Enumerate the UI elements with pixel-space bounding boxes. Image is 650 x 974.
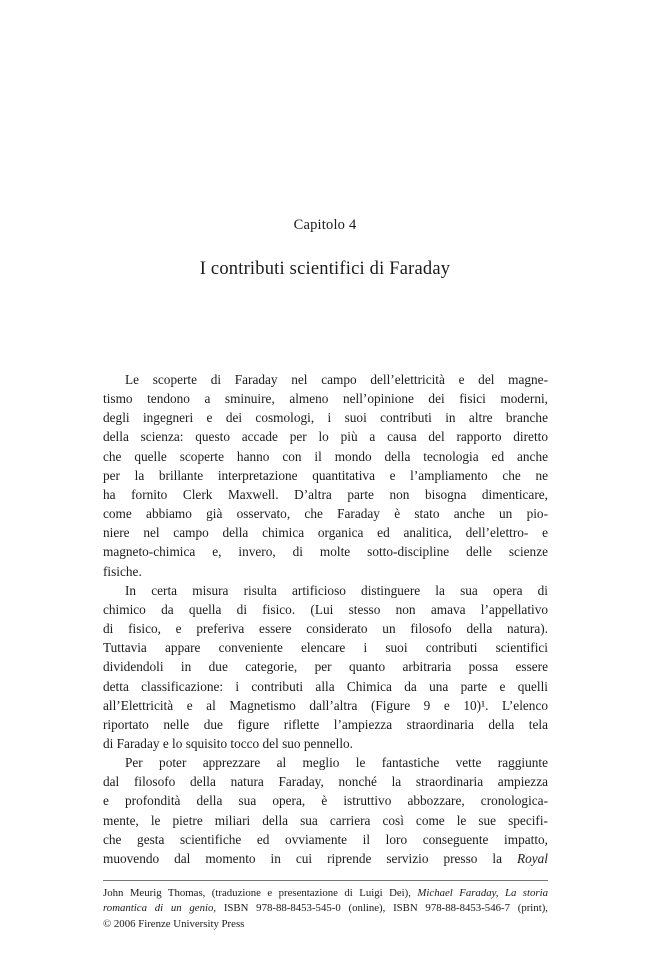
text-segment: ha fornito Clerk Maxwell. D’altra parte non bisogna dimenticare, [103,486,548,502]
italic-text: Royal [516,850,548,866]
body-line [103,753,548,772]
text-segment: per la brillante interpretazione quantitativa e l’ampliamento che ne [103,467,548,483]
text-segment: detta classificazione: i contributi alla Chimica da una parte e quelli [103,678,548,694]
paragraph [103,370,548,581]
text-segment: all’Elettricità e al Magnetismo dall’altra (Figure 9 e 10)¹. L’elenco [103,697,548,713]
body-line [103,427,548,446]
footer-line [103,917,548,932]
body-line [103,447,548,466]
footer-line [103,901,548,916]
paragraph [103,753,548,868]
body-line [103,830,548,849]
text-segment: muovendo dal momento in cui riprende servizio presso la [103,850,517,866]
text-segment: degli ingegneri e dei cosmologi, i suoi contributi in altre branche [103,410,548,426]
body-line [103,542,548,561]
footer [103,886,548,932]
text-segment: chimico da quella di fisico. (Lui stesso non amava l’appellativo [103,601,548,617]
text-segment: Tuttavia appare conveniente elencare i suoi contributi scientifici [103,640,548,656]
body-line [103,562,548,581]
body-line [103,466,548,485]
text-segment: © 2006 Firenze University Press [103,917,245,930]
text-segment: , ISBN 978-88-8453-545-0 (online), ISBN 978-88-8453-546-7 (print), [213,902,549,915]
body-line [103,619,548,638]
body-line [103,485,548,504]
footer-divider [103,880,548,881]
body-line [103,734,548,753]
text-segment: di Faraday e lo squisito tocco del suo pennello. [103,735,354,751]
body-line [103,677,548,696]
text-segment: In certa misura risulta artificioso distinguere la sua opera di [125,582,548,598]
chapter-label: Capitolo 4 [293,217,357,233]
body-line [103,370,548,389]
body-line [103,389,548,408]
text-segment: dividendoli in due categorie, per quanto arbitraria possa essere [103,659,548,675]
paragraph [103,581,548,753]
text-segment: della scienza: questo accade per lo più a causa del rapporto diretto [103,429,548,445]
body-line [103,791,548,810]
text-segment: niere nel campo della chimica organica ed analitica, dell’elettro- e [103,525,548,541]
body-line [103,408,548,427]
text-segment: fisiche. [103,563,142,579]
body-text [103,370,548,868]
body-line [103,657,548,676]
text-segment: che quelle scoperte hanno con il mondo della tecnologia ed anche [103,448,548,464]
text-segment: Per poter apprezzare al meglio le fantastiche vette raggiunte [125,755,548,771]
body-line [103,811,548,830]
body-line [103,849,548,868]
text-segment: e profondità della sua opera, è istruttivo abbozzare, cronologica- [103,793,548,809]
text-segment: dal filosofo della natura Faraday, nonché la straordinaria ampiezza [103,774,548,790]
text-segment: come abbiamo già osservato, che Faraday è stato anche un pio- [103,506,548,522]
text-segment: tismo tendono a sminuire, almeno nell’opinione dei fisici moderni, [103,391,548,407]
text-segment: che gesta scientifiche ed ovviamente il loro conseguente impatto, [103,831,548,847]
text-segment: Le scoperte di Faraday nel campo dell’elettricità e del magne- [125,372,548,387]
footer-line [103,886,548,901]
body-line [103,638,548,657]
page-title: I contributi scientifici di Faraday [199,259,451,279]
italic-text: romantica di un genio [103,902,214,915]
body-line [103,715,548,734]
text-segment: di fisico, e preferiva essere considerato un filosofo della natura). [103,621,548,637]
text-segment: magneto-chimica e, invero, di molte sotto-discipline delle scienze [103,544,548,560]
body-line [103,696,548,715]
body-line [103,772,548,791]
body-line [103,523,548,542]
text-segment: John Meurig Thomas, (traduzione e presentazione di Luigi Dei), [103,887,418,899]
italic-text: Michael Faraday, La storia [417,887,548,899]
text-segment: mente, le pietre miliari della sua carriera così come le sue specifi- [103,812,548,828]
body-line [103,504,548,523]
body-line [103,600,548,619]
body-line [103,581,548,600]
text-segment: riportato nelle due figure riflette l’ampiezza straordinaria della tela [103,716,548,732]
